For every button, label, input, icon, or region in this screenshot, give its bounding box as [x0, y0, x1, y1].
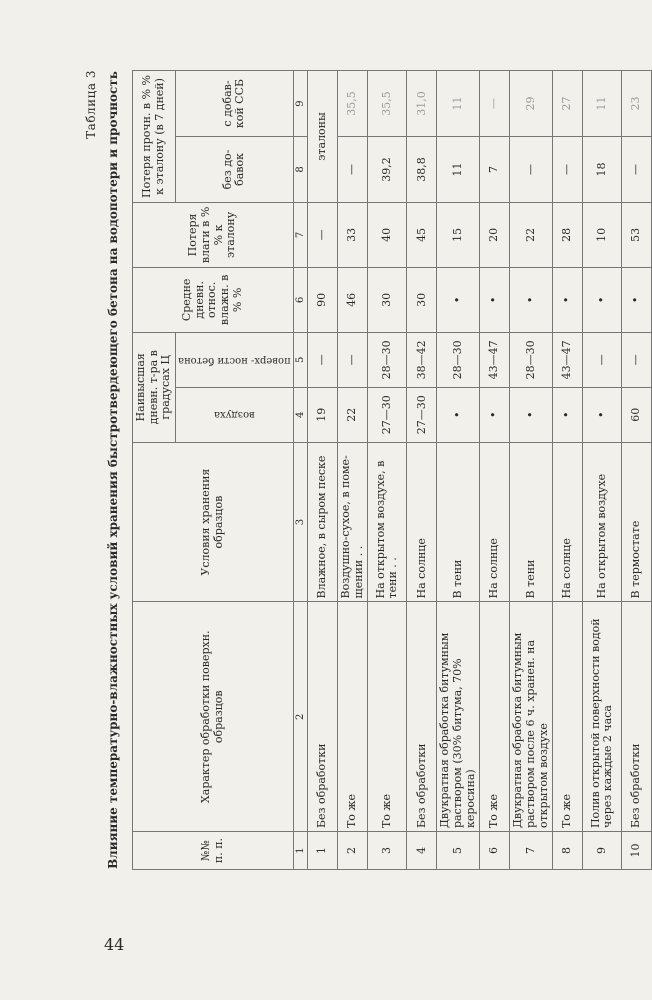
page-number: 44 [104, 935, 125, 954]
cell-moisture-loss: 20 [480, 202, 510, 267]
cell-num: 6 [480, 832, 510, 870]
table-title: Влияние температурно-влажностных условий хранения быстротвердеющего бетона на водопотери и прочность [106, 71, 120, 869]
cell-treatment: Двукратная обработка битумным раствором после 6 ч. хранен. на открытом воздухе [510, 602, 553, 832]
table-row [308, 71, 338, 870]
cell-storage: В тени [510, 442, 553, 602]
cell-humidity: • [437, 267, 480, 332]
cell-surface-temp: — [583, 332, 622, 387]
cell-humidity: • [583, 267, 622, 332]
cell-moisture-loss: 28 [553, 202, 583, 267]
cell-surface-temp: 38—42 [407, 332, 437, 387]
cell-strength-with-additive: 35,5 [368, 71, 407, 137]
cell-moisture-loss: 33 [338, 202, 368, 267]
cell-treatment: То же [480, 602, 510, 832]
cell-surface-temp: 28—30 [437, 332, 480, 387]
cell-strength-with-additive: — [480, 71, 510, 137]
cell-strength-no-additive: 39,2 [368, 137, 407, 203]
header-max-temp: Наивысшая дневн. т-ра в градусах Ц [133, 332, 176, 442]
table-row [553, 71, 583, 870]
cell-strength-reference: эталоны [308, 71, 338, 203]
table-row [622, 71, 652, 870]
cell-air-temp: 22 [338, 387, 368, 442]
cell-surface-temp: — [338, 332, 368, 387]
header-strength-loss: Потеря прочн. в % % к эталону (в 7 дней) [133, 71, 176, 203]
table-row [368, 71, 407, 870]
cell-strength-no-additive: — [338, 137, 368, 203]
header-without-additive: без до- бавок [175, 137, 293, 203]
cell-storage: Влажное, в сыром песке [308, 442, 338, 602]
cell-storage: На солнце [407, 442, 437, 602]
cell-surface-temp: 28—30 [368, 332, 407, 387]
cell-air-temp: 27—30 [407, 387, 437, 442]
cell-strength-no-additive: 38,8 [407, 137, 437, 203]
cell-surface-temp: 43—47 [553, 332, 583, 387]
cell-num: 4 [407, 832, 437, 870]
header-storage: Условия хранения образцов [133, 442, 294, 602]
header-air [175, 387, 293, 442]
cell-air-temp: • [583, 387, 622, 442]
cell-strength-no-additive: 18 [583, 137, 622, 203]
col-number: 2 [293, 602, 308, 832]
cell-surface-temp: — [622, 332, 652, 387]
cell-strength-with-additive: 29 [510, 71, 553, 137]
cell-moisture-loss: 10 [583, 202, 622, 267]
col-number: 9 [293, 71, 308, 137]
cell-strength-with-additive: 35,5 [338, 71, 368, 137]
table-row [510, 71, 553, 870]
col-number: 8 [293, 137, 308, 203]
cell-moisture-loss: 53 [622, 202, 652, 267]
col-number: 1 [293, 832, 308, 870]
cell-moisture-loss: 40 [368, 202, 407, 267]
cell-treatment: Двукратная обработка битумным раствором (30% битума, 70% керосина) [437, 602, 480, 832]
header-num: №№ п. п. [133, 832, 294, 870]
cell-strength-with-additive: 11 [583, 71, 622, 137]
cell-num: 3 [368, 832, 407, 870]
cell-treatment: То же [553, 602, 583, 832]
cell-storage: В термостате [622, 442, 652, 602]
cell-num: 10 [622, 832, 652, 870]
cell-storage: На открытом воздухе, в тени . . [368, 442, 407, 602]
cell-air-temp: • [510, 387, 553, 442]
cell-surface-temp: 43—47 [480, 332, 510, 387]
cell-humidity: • [553, 267, 583, 332]
cell-strength-no-additive: — [553, 137, 583, 203]
cell-storage: На солнце [553, 442, 583, 602]
cell-treatment: Без обработки [308, 602, 338, 832]
col-number: 6 [293, 267, 308, 332]
header-with-additive: с добав- кой ССБ [175, 71, 293, 137]
col-number: 5 [293, 332, 308, 387]
header-treatment: Характер обработки поверхн. образцов [133, 602, 294, 832]
data-table [132, 70, 652, 870]
header-surface [175, 332, 293, 387]
cell-treatment: Без обработки [407, 602, 437, 832]
cell-air-temp: • [480, 387, 510, 442]
cell-air-temp: • [437, 387, 480, 442]
cell-surface-temp: 28—30 [510, 332, 553, 387]
cell-strength-with-additive: 31,0 [407, 71, 437, 137]
cell-num: 2 [338, 832, 368, 870]
cell-treatment: Без обработки [622, 602, 652, 832]
header-surface-text: поверх- ности бетона [177, 354, 291, 366]
cell-treatment: Полив открытой поверхности водой через каждые 2 часа [583, 602, 622, 832]
cell-moisture-loss: — [308, 202, 338, 267]
col-number: 4 [293, 387, 308, 442]
cell-air-temp: 27—30 [368, 387, 407, 442]
rotated-table-block [80, 70, 643, 870]
cell-num: 5 [437, 832, 480, 870]
cell-air-temp: 60 [622, 387, 652, 442]
cell-strength-with-additive: 23 [622, 71, 652, 137]
cell-treatment: То же [338, 602, 368, 832]
cell-moisture-loss: 15 [437, 202, 480, 267]
cell-surface-temp: — [308, 332, 338, 387]
cell-storage: Воздушно-сухое, в поме- щении . . [338, 442, 368, 602]
cell-num: 9 [583, 832, 622, 870]
header-humidity: Средне дневн. относ. влажн. в % % [133, 267, 294, 332]
col-number: 3 [293, 442, 308, 602]
table-row [407, 71, 437, 870]
header-air-text: воздуха [213, 409, 255, 421]
cell-humidity: 46 [338, 267, 368, 332]
table-label: Таблица 3 [84, 70, 98, 139]
cell-humidity: 30 [368, 267, 407, 332]
col-number: 7 [293, 202, 308, 267]
cell-humidity: • [510, 267, 553, 332]
cell-storage: На открытом воздухе [583, 442, 622, 602]
table-row [437, 71, 480, 870]
cell-moisture-loss: 45 [407, 202, 437, 267]
cell-strength-with-additive: 27 [553, 71, 583, 137]
cell-storage: В тени [437, 442, 480, 602]
table-row [338, 71, 368, 870]
cell-moisture-loss: 22 [510, 202, 553, 267]
cell-num: 1 [308, 832, 338, 870]
cell-strength-no-additive: — [622, 137, 652, 203]
cell-strength-no-additive: — [510, 137, 553, 203]
cell-humidity: 90 [308, 267, 338, 332]
cell-strength-with-additive: 11 [437, 71, 480, 137]
cell-humidity: • [480, 267, 510, 332]
table-row [583, 71, 622, 870]
cell-num: 7 [510, 832, 553, 870]
cell-air-temp: 19 [308, 387, 338, 442]
cell-humidity: • [622, 267, 652, 332]
cell-treatment: То же [368, 602, 407, 832]
table-row [480, 71, 510, 870]
cell-air-temp: • [553, 387, 583, 442]
cell-num: 8 [553, 832, 583, 870]
cell-humidity: 30 [407, 267, 437, 332]
cell-strength-no-additive: 7 [480, 137, 510, 203]
cell-strength-no-additive: 11 [437, 137, 480, 203]
header-moisture-loss: Потеря влаги в % % к эталону [133, 202, 294, 267]
cell-storage: На солнце [480, 442, 510, 602]
